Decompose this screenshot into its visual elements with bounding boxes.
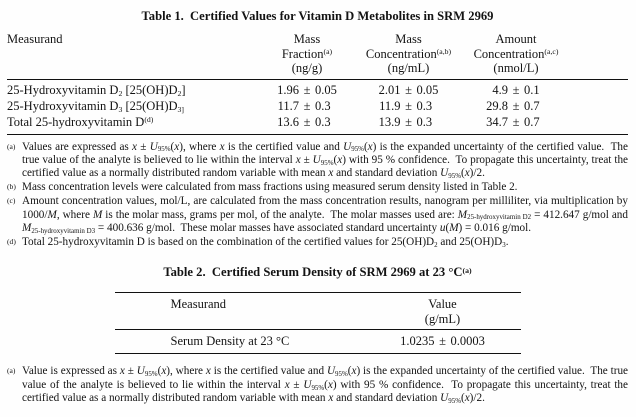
table2-header-value: Value (g/mL): [424, 297, 461, 326]
plus-minus: ±: [303, 98, 311, 113]
mass-concentration-cell: 2.01 ± 0.05: [378, 82, 439, 97]
plus-minus: ±: [303, 82, 311, 97]
plus-minus: ±: [405, 82, 412, 97]
table1-body: [7, 80, 628, 135]
measurand-cell: 25-Hydroxyvitamin $D_3$ [$25(OH)D_{3]}$: [7, 98, 184, 114]
plus-minus: ±: [512, 98, 520, 113]
footnote-marker: (a): [7, 141, 16, 151]
mass-fraction-cell: 1.96 ± 0.05: [277, 82, 337, 97]
table1: [7, 32, 628, 135]
table1-header-measurand: Measurand: [7, 32, 63, 46]
table2-header-measurand: Measurand: [170, 297, 227, 312]
measurand-cell: Total 25-hydroxyvitamin $D^{(d)}$: [7, 114, 154, 129]
amount-concentration-cell: 29.8 ± 0.7: [486, 98, 540, 113]
table2-title: Table 2. Certified Serum Density of SRM 2969 at 23 $^\circ C^{(a)}$: [163, 265, 472, 280]
table-row: [7, 98, 628, 114]
table1-title: Table 1. Certified Values for Vitamin D Metabolites in SRM 2969: [141, 9, 494, 23]
table-row: [7, 82, 628, 98]
mass-fraction-cell: 11.7 ± 0.3: [277, 98, 331, 113]
table2-section: [115, 265, 521, 354]
mass-concentration-cell: 11.9 ± 0.3: [379, 98, 433, 113]
mass-concentration-cell: 13.9 ± 0.3: [378, 114, 433, 129]
amount-concentration-cell: 4.9 ± 0.1: [492, 82, 540, 97]
measurand-cell: Serum Density at 23 °C: [170, 334, 290, 349]
plus-minus: ±: [405, 98, 412, 113]
footnote-marker: (b): [7, 182, 16, 192]
table1-header-amount-concentration: Amount Concentration$^{(a,c)}$ (nmol/L): [473, 32, 559, 75]
footnote-marker: (c): [7, 196, 16, 206]
footnote-d: (d) Total 25-hydroxyvitamin D is based on the combination of the certified values for $25(OH)D_2$ and $25(OH)D_3$.: [7, 235, 509, 249]
measurand-cell: 25-Hydroxyvitamin $D_2$ $[25(OH)D_2]$: [7, 82, 186, 98]
value-cell: 1.0235 ± 0.0003: [400, 334, 485, 349]
table1-header-mass-concentration: Mass Concentration$^{(a,b)}$ (ng/mL): [365, 32, 452, 75]
plus-minus: ±: [439, 334, 446, 349]
footnote-marker: (a): [7, 366, 16, 376]
footnote-a: (a) Values are expressed as $x \pm U_{95\%}(x)$, where x is the certified value and $U_{95\%}(x)$ is the expanded uncertainty of the certified value. The true value of the analyte is believed to lie within the interval $x \pm U_{95\%}(x)$ with 95 % confidence. To propagate this uncertainty, treat the certified value as a normally distributed random variable with mean x and standard deviation $U_{95\%}(x)/2$.: [7, 140, 629, 181]
table2-footnotes: [7, 365, 628, 405]
plus-minus: ±: [512, 82, 520, 97]
plus-minus: ±: [303, 114, 311, 129]
plus-minus: ±: [512, 114, 520, 129]
table1-header-row: [7, 32, 628, 80]
table1-header-spacer: [572, 32, 628, 76]
footnote-c: (c) Amount concentration values, mol/L, are calculated from the mass concentration results, nanogram per milliliter, via multiplication by 1000/M, where M is the molar mass, grams per mol, of the analyte. The molar masses used are: $M_{25-hydroxyvitamin D2} = 412.647$ g/mol and $M_{25-hydroxyvitamin D3} = 400.636$ g/mol. These molar masses have associated standard uncertainty u(M) = 0.016 g/mol.: [7, 195, 628, 235]
mass-fraction-cell: 13.6 ± 0.3: [277, 114, 331, 129]
footnote-b: (b) Mass concentration levels were calculated from mass fractions using measured serum density listed in Table 2.: [7, 181, 518, 194]
table1-header-mass-fraction: Mass Fraction$^{(a)}$ (ng/g): [281, 32, 333, 75]
table-row: [115, 330, 521, 354]
table2-header-row: [115, 292, 521, 330]
plus-minus: ±: [405, 114, 412, 129]
footnote-a2: (a) Value is expressed as $x \pm U_{95\%}(x)$, where x is the certified value and $U_{95\%}(x)$ is the expanded uncertainty of the certified value. The true value of the analyte is believed to lie within the interval $x \pm U_{95\%}(x)$ with 95 % confidence. To propagate this uncertainty, treat the certified value as a normally distributed random variable with mean x and standard deviation $U_{95\%}(x)/2$.: [7, 365, 629, 405]
footnote-marker: (d): [7, 236, 16, 246]
table-row: [7, 114, 628, 130]
amount-concentration-cell: 34.7 ± 0.7: [486, 114, 540, 129]
table1-footnotes: [7, 141, 628, 250]
table2: [115, 292, 521, 354]
